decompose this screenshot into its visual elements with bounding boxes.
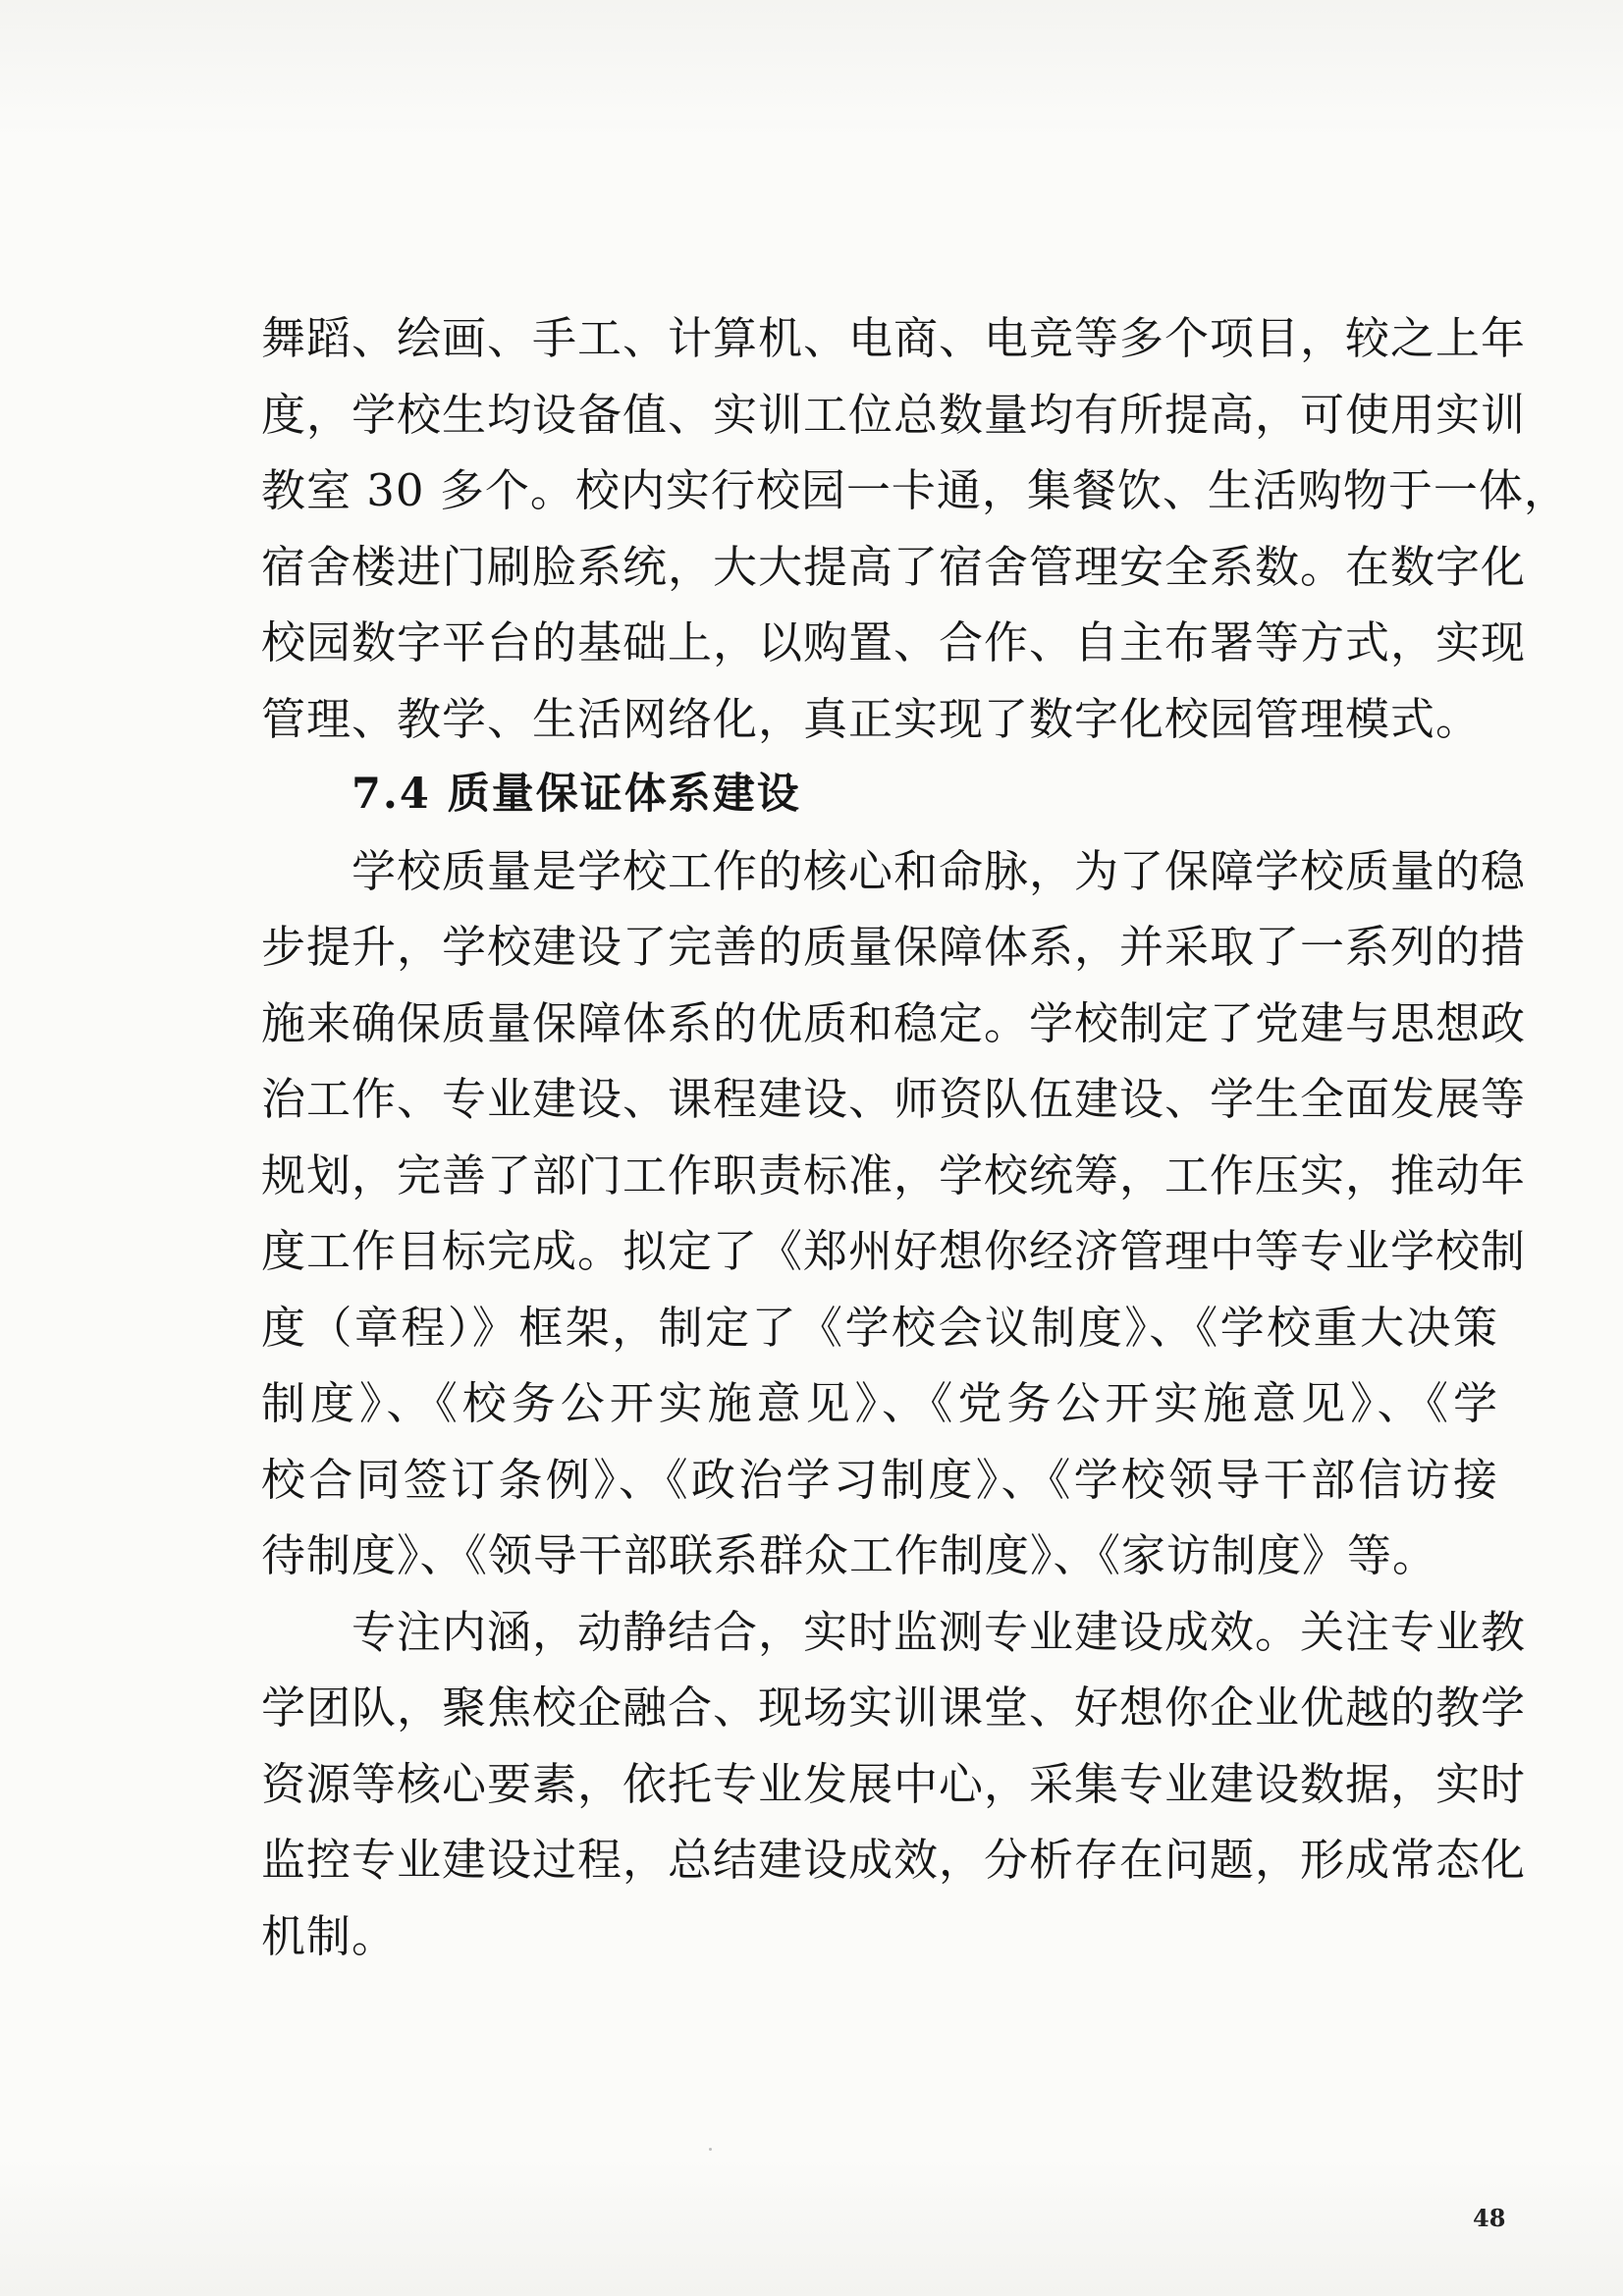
paragraph-line: 监控专业建设过程，总结建设成效，分析存在问题，形成常态化 [261,1834,1527,1886]
page-number: 48 [1473,2204,1506,2232]
paragraph-line: 治工作、专业建设、课程建设、师资队伍建设、学生全面发展等 [261,1073,1527,1125]
paragraph-line: 机制。 [261,1909,398,1962]
text-line: 度，学校生均设备值、实训工位总数量均有所提高，可使用实训 [261,388,1527,441]
text-line: 校园数字平台的基础上，以购置、合作、自主布署等方式，实现 [261,616,1527,668]
text-line: 舞蹈、绘画、手工、计算机、电商、电竞等多个项目，较之上年 [261,312,1527,364]
paragraph-line: 学校质量是学校工作的核心和命脉，为了保障学校质量的稳 [352,844,1527,897]
paragraph-line: 学团队，聚焦校企融合、现场实训课堂、好想你企业优越的教学 [261,1682,1527,1734]
paragraph-line: 步提升，学校建设了完善的质量保障体系，并采取了一系列的措 [261,921,1527,973]
scan-speck [709,2148,712,2151]
text-line: 管理、教学、生活网络化，真正实现了数字化校园管理模式。 [261,692,1482,745]
paragraph-line: 资源等核心要素，依托专业发展中心，采集专业建设数据，实时 [261,1757,1527,1810]
paragraph-line: 专注内涵，动静结合，实时监测专业建设成效。关注专业教 [352,1605,1527,1658]
section-heading: 7.4 质量保证体系建设 [352,770,801,819]
paragraph-line: 施来确保质量保障体系的优质和稳定。学校制定了党建与思想政 [261,996,1527,1049]
paragraph-line: 度（章程）》框架，制定了《学校会议制度》、《学校重大决策 [261,1301,1498,1354]
document-body [261,300,1569,1974]
text-line: 宿舍楼进门刷脸系统，大大提高了宿舍管理安全系数。在数字化 [261,540,1527,593]
paragraph-line: 待制度》、《领导干部联系群众工作制度》、《家访制度》等。 [261,1529,1438,1581]
paragraph-line: 校合同签订条例》、《政治学习制度》、《学校领导干部信访接 [261,1453,1498,1506]
paragraph-line: 制度》、《校务公开实施意见》、《党务公开实施意见》、《学 [261,1377,1498,1429]
paragraph-line: 度工作目标完成。拟定了《郑州好想你经济管理中等专业学校制 [261,1225,1527,1277]
text-line: 教室 30 多个。校内实行校园一卡通，集餐饮、生活购物于一体， [261,464,1569,516]
paragraph-line: 规划，完善了部门工作职责标准，学校统筹，工作压实，推动年 [261,1148,1527,1201]
